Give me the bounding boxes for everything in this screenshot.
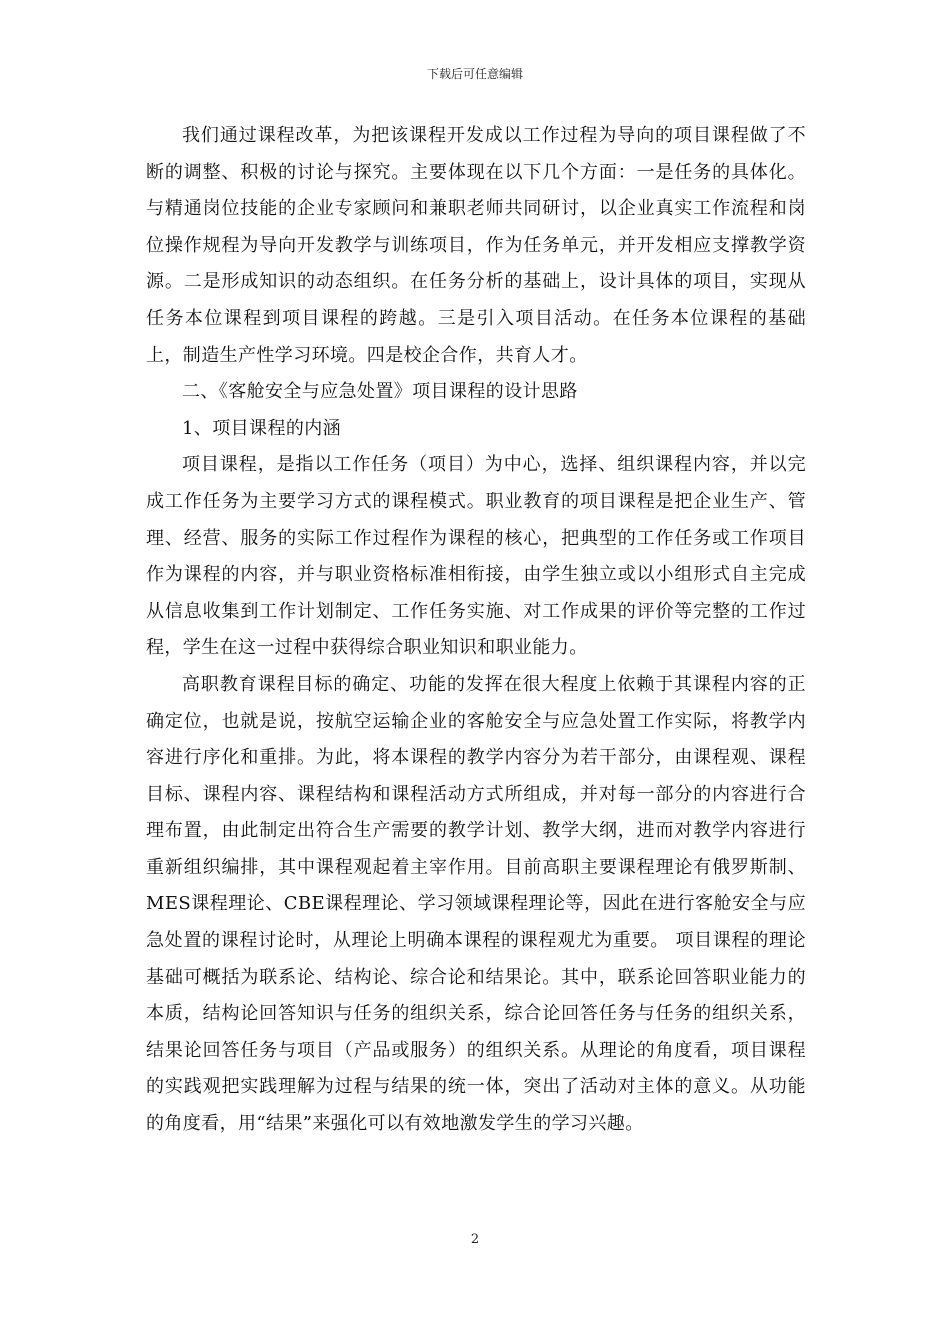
page-number: 2 [470,1232,480,1247]
paragraph-project-course-definition: 项目课程，是指以工作任务（项目）为中心，选择、组织课程内容，并以完成工作任务为主要学习方式的课程模式。职业教育的项目课程是把企业生产、管理、经营、服务的实际工作过程作为课程的核心，把典型的工作任务或工作项目作为课程的内容，并与职业资格标准相衔接，由学生独立或以小组形式自主完成从信息收集到工作计划制定、工作任务实施、对工作成果的评价等完整的工作过程，学生在这一过程中获得综合职业知识和职业能力。 [146,454,806,659]
document-body [146,118,806,1143]
paragraph-course-reform: 我们通过课程改革，为把该课程开发成以工作过程为导向的项目课程做了不断的调整、积极的讨论与探究。主要体现在以下几个方面：一是任务的具体化。与精通岗位技能的企业专家顾问和兼职老师共同研讨，以企业真实工作流程和岗位操作规程为导向开发教学与训练项目，作为任务单元，并开发相应支撑教学资源。二是形成知识的动态组织。在任务分析的基础上，设计具体的项目，实现从任务本位课程到项目课程的跨越。三是引入项目活动。在任务本位课程的基础上，制造生产性学习环境。四是校企合作，共育人才。 [146,125,806,366]
section-heading-design-approach: 二、《客舱安全与应急处置》项目课程的设计思路 [182,381,578,403]
page-header: 下载后可任意编辑 [426,67,523,81]
subsection-heading-connotation: 1、项目课程的内涵 [182,417,342,439]
paragraph-course-objectives: 高职教育课程目标的确定、功能的发挥在很大程度上依赖于其课程内容的正确定位，也就是说，按航空运输企业的客舱安全与应急处置工作实际，将教学内容进行序化和重排。为此，将本课程的教学内容分为若干部分，由课程观、课程目标、课程内容、课程结构和课程活动方式所组成，并对每一部分的内容进行合理布置，由此制定出符合生产需要的教学计划、教学大纲，进而对教学内容进行重新组织编排，其中课程观起着主宰作用。目前高职主要课程理论有俄罗斯制、MES课程理论、CBE课程理论、学习领域课程理论等，因此在进行客舱安全与应急处置的课程讨论时，从理论上明确本课程的课程观尤为重要。 项目课程的理论基础可概括为联系论、结构论、综合论和结果论。其中，联系论回答职业能力的本质，结构论回答知识与任务的组织关系，综合论回答任务与任务的组织关系，结果论回答任务与项目（产品或服务）的组织关系。从理论的角度看，项目课程的实践观把实践理解为过程与结果的统一体，突出了活动对主体的意义。从功能的角度看，用“结果”来强化可以有效地激发学生的学习兴趣。 [146,673,806,1135]
